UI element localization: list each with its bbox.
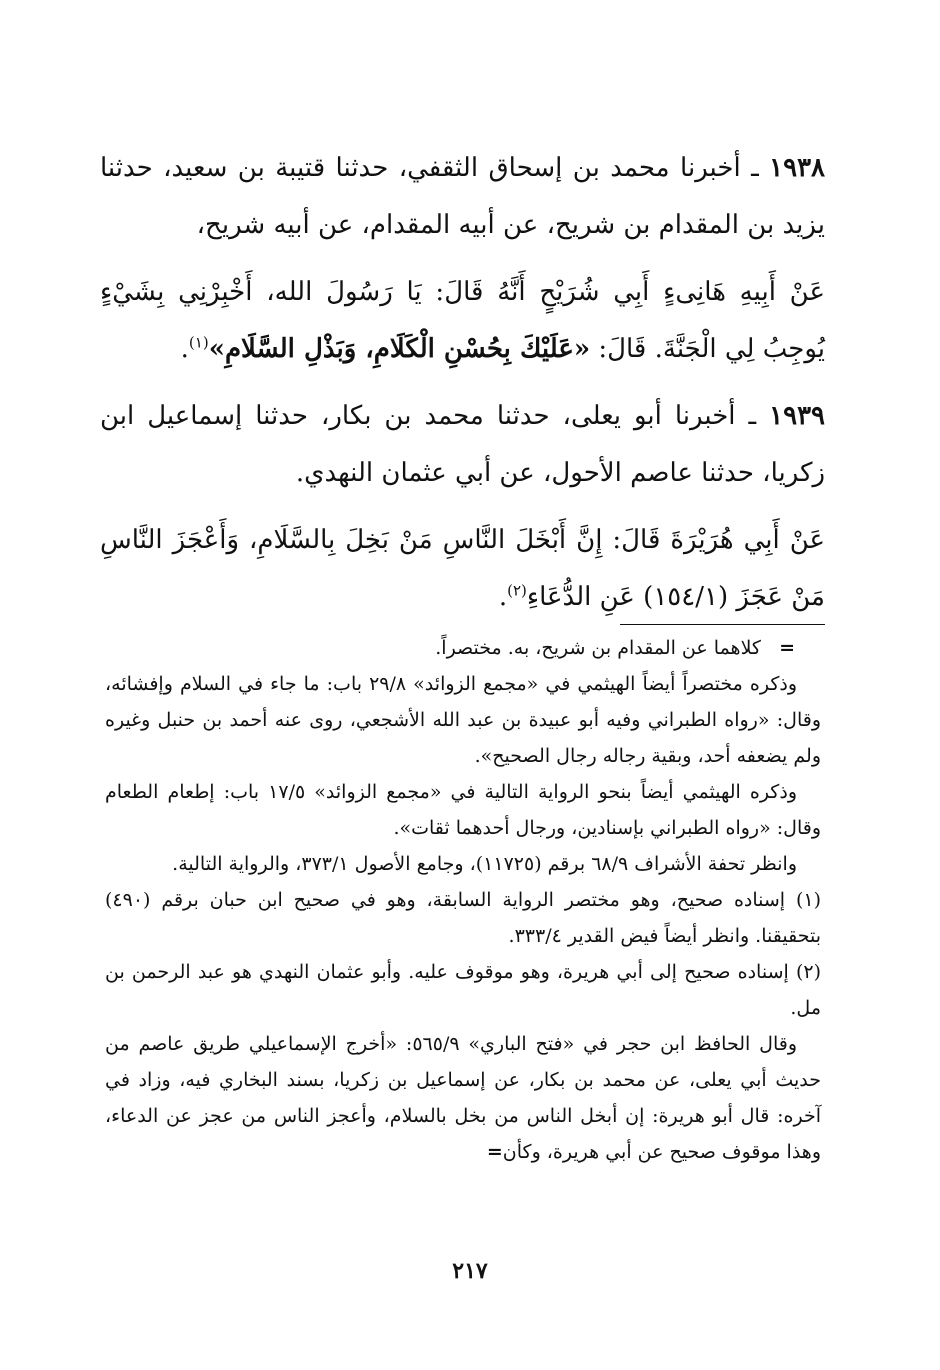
footnote-ref: (٢) [507, 581, 527, 600]
period: . [180, 334, 189, 364]
hadith-1938-isnad [100, 140, 825, 254]
footnote-paragraph: وذكره مختصراً أيضاً الهيثمي في «مجمع الزوائد» ٢٩/٨ باب: ما جاء في السلام وإفشائه، وقال: «رواه الطبراني وفيه أبو عبيدة بن عبد الله الأشجعي، روى عنه أحمد بن حنبل وغيره ولم يضعفه أحد، وبقية رجاله رجال الصحيح». [105, 673, 821, 767]
footnote-2: (٢) إسناده صحيح إلى أبي هريرة، وهو موقوف عليه. وأبو عثمان النهدي هو عبد الرحمن بن مل. [105, 961, 821, 1019]
footnote-paragraph [105, 1026, 821, 1170]
period: . [498, 582, 508, 612]
continuation-mark: = [779, 637, 795, 659]
isnad-text: ـ أخبرنا أبو يعلى، حدثنا محمد بن بكار، حدثنا إسماعيل ابن زكريا، حدثنا عاصم الأحول، عن أبي عثمان النهدي. [100, 401, 825, 488]
page-number: ٢١٧ [452, 1258, 488, 1284]
footnote-separator [620, 624, 825, 625]
main-text [100, 140, 825, 626]
footnote-paragraph: وانظر تحفة الأشراف ٦٨/٩ برقم (١١٧٢٥)، وجامع الأصول ٣٧٣/١، والرواية التالية. [172, 853, 797, 875]
footnotes [105, 630, 821, 1170]
hadith-1939-isnad [100, 388, 825, 502]
hadith-1939-matn [100, 512, 825, 626]
footnote-ref: (١) [188, 333, 209, 352]
hadith-number: ١٩٣٨ [769, 153, 825, 183]
footnote-1: (١) إسناده صحيح، وهو مختصر الرواية السابقة، وهو في صحيح ابن حبان برقم (٤٩٠) بتحقيقنا. وانظر أيضاً فيض القدير ٣٣٣/٤. [105, 889, 821, 947]
hadith-number: ١٩٣٩ [769, 401, 825, 431]
footnote-text: كلاهما عن المقدام بن شريح، به. مختصراً. [435, 637, 761, 659]
footnote-text: وقال الحافظ ابن حجر في «فتح الباري» ٥٦٥/٩: «أخرج الإسماعيلي طريق عاصم من حديث أبي يعلى، عن محمد بن بكار، عن إسماعيل بن زكريا، بسند البخاري فيه، وزاد في آخره: قال أبو هريرة: إن أبخل الناس من بخل بالسلام، وأعجز الناس من عجز عن الدعاء، وهذا موقوف صحيح عن أبي هريرة، وكأن [105, 1033, 821, 1163]
footnote-continuation [105, 630, 821, 666]
isnad-text: ـ أخبرنا محمد بن إسحاق الثقفي، حدثنا قتيبة بن سعيد، حدثنا يزيد بن المقدام بن شريح، عن أبيه المقدام، عن أبيه شريح، [100, 153, 825, 240]
footnote-paragraph: وذكره الهيثمي أيضاً بنحو الرواية التالية في «مجمع الزوائد» ١٧/٥ باب: إطعام الطعام وقال: «رواه الطبراني بإسنادين، ورجال أحدهما ثقات». [105, 781, 821, 839]
prophetic-quote: «عَلَيْكَ بِحُسْنِ الْكَلَامِ، وَبَذْلِ السَّلَامِ» [208, 334, 591, 364]
matn-text: عَنْ أَبِيهِ هَانِىءٍ أَبِي شُرَيْحٍ أَنَّهُ قَالَ: يَا رَسُولَ الله، أَخْبِرْنِي بِشَيْءٍ يُوجِبُ لِي الْجَنَّةَ. قَالَ: [100, 277, 825, 364]
continuation-mark: = [486, 1141, 503, 1163]
hadith-1938-matn [100, 264, 825, 378]
matn-text: عَنْ أَبِي هُرَيْرَةَ قَالَ: إِنَّ أَبْخَلَ النَّاسِ مَنْ بَخِلَ بِالسَّلَامِ، وَأَعْجَزَ النَّاسِ مَنْ عَجَزَ (١٥٤/١) عَنِ الدُّعَاءِ [100, 525, 825, 612]
